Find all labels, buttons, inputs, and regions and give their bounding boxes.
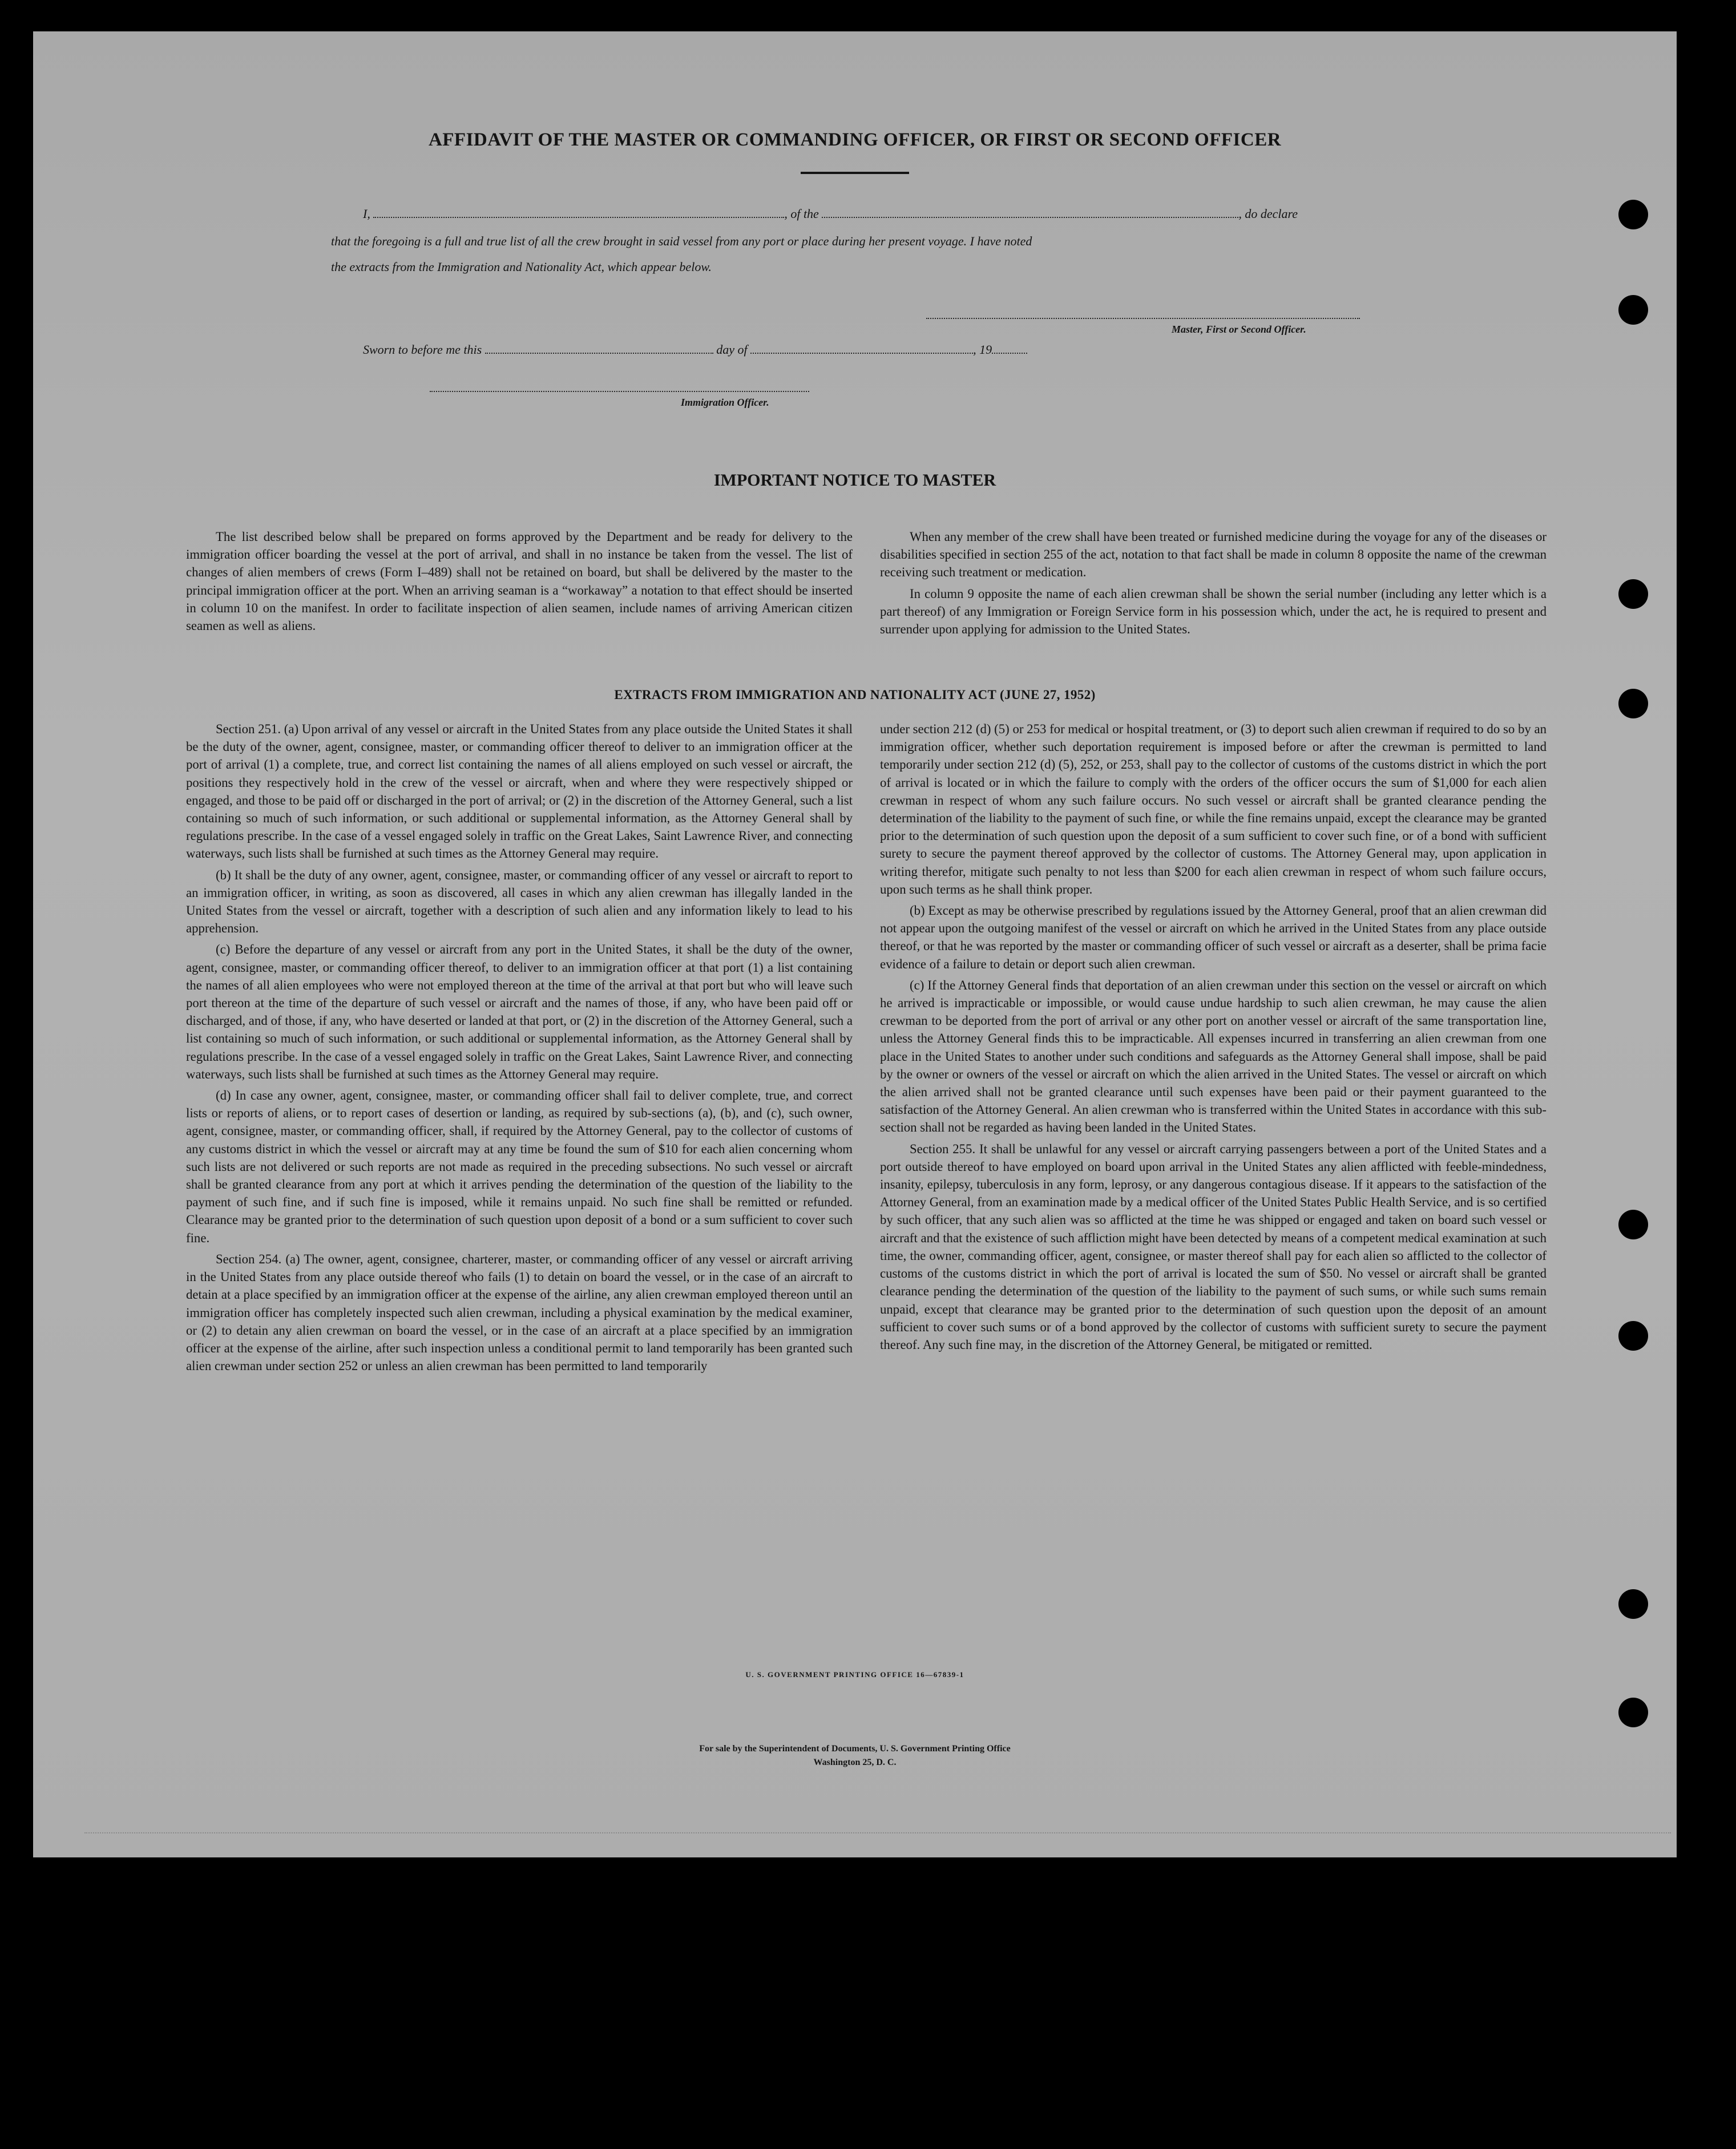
immigration-officer-label: Immigration Officer. <box>681 397 769 408</box>
extracts-title: EXTRACTS FROM IMMIGRATION AND NATIONALITY ACT (JUNE 27, 1952) <box>614 688 1096 702</box>
master-signature-label: Master, First or Second Officer. <box>1172 324 1306 335</box>
punch-hole <box>1618 200 1648 229</box>
extracts-left-column <box>186 720 853 1378</box>
extract-section-254b: (b) Except as may be otherwise prescribed by regulations issued by the Attorney General, proof that an alien crewman did not appear upon the outgoing manifest of the vessel or aircraft on which he arrived in the United States from any place outside thereof, or that he was reported by the master or commanding officer of such vessel or aircraft as a deserter, shall be prima facie evidence of a failure to detain or deport such alien crewman. <box>880 903 1547 971</box>
sworn-text: Sworn to before me this <box>363 342 482 357</box>
extract-section-254a-continued: under section 212 (d) (5) or 253 for medical or hospital treatment, or (3) to deport such alien crewman if required to do so by an immigration officer, whether such deportation requirement is imposed before or after the crewman is permitted to land temporarily under section 212 (d) (5), 252, or 253, shall pay to the collector of customs of the customs district in which the port of arrival is located or in which the failure to comply with the orders of the officer occurs the sum of $1,000 for each alien crewman in respect of whom any such failure occurs. No such vessel or aircraft shall be granted clearance pending the determination of the liability to the payment of such fine, or while the fine remains unpaid, except the clearance may be granted prior to the determination of such question upon the deposit of a sum sufficient to cover such fine, or of a bond with sufficient surety to secure the payment thereof approved by the collector of customs. The Attorney General may, upon application in writing therefor, mitigate such penalty to not less than $200 for each alien crewman in respect of whom such failure occurs, upon such terms as he shall think proper. <box>880 722 1547 896</box>
sale-notice-line-2: Washington 25, D. C. <box>813 1758 897 1767</box>
declaration-line-1 <box>363 207 1298 221</box>
punch-hole <box>1618 579 1648 609</box>
bottom-dotted-rule <box>84 1832 1671 1833</box>
punch-hole <box>1618 1589 1648 1619</box>
sworn-month-field[interactable] <box>750 345 973 354</box>
extract-section-251a: Section 251. (a) Upon arrival of any vessel or aircraft in the United States from any place outside the United States it shall be the duty of the owner, agent, consignee, master, or commanding officer thereof to deliver to an immigration officer at the port of arrival (1) a complete, true, and correct list containing the names of all aliens employed on such vessel or aircraft, the positions they respectively hold in the crew of the vessel or aircraft, when and where they were respectively shipped or engaged, and those to be paid off or discharged in the port of arrival; or (2) in the discretion of the Attorney General, such a list containing so much of such information, or such additional or supplemental information, as the Attorney General shall by regulations prescribe. In the case of a vessel engaged solely in traffic on the Great Lakes, Saint Lawrence River, and connecting waterways, such lists shall be furnished at such times as the Attorney General may require. <box>186 722 853 861</box>
immigration-officer-signature-line[interactable] <box>430 391 809 392</box>
notice-right-column <box>880 528 1547 641</box>
extract-section-254c: (c) If the Attorney General finds that deportation of an alien crewman under this section on the vessel or aircraft on which he arrived is impracticable or impossible, or would cause undue hardship to such alien crewman, he may cause the alien crewman to be deported from the port of arrival or any other port on another vessel or aircraft of the same transportation line, unless the Attorney General finds this to be impracticable. All expenses incurred in transferring an alien crewman from one place in the United States to another under such conditions and safeguards as the Attorney General shall impose, shall be paid by the owner or owners of the vessel or aircraft on which the alien arrived in the United States. The vessel or aircraft on which the alien arrived shall not be granted clearance until such expenses have been paid or their payment guaranteed to the satisfaction of the Attorney General. An alien crewman who is transferred within the United States in accordance with this sub-section shall not be regarded as having been landed in the United States. <box>880 977 1547 1135</box>
punch-hole <box>1618 1698 1648 1727</box>
day-of-text: day of <box>716 342 748 357</box>
notice-left-column <box>186 528 853 638</box>
title-rule <box>801 172 909 174</box>
extract-section-255: Section 255. It shall be unlawful for any vessel or aircraft carrying passengers between a port of the United States and a port outside thereof to have employed on board upon arrival in the United States any alien afflicted with feeble-mindedness, insanity, epilepsy, tuberculosis in any form, leprosy, or any dangerous contagious disease. If it appears to the satisfaction of the Attorney General, from an examination made by a medical officer of the United States Public Health Service, and is so certified by such officer, that any such alien was so afflicted at the time he was shipped or engaged and taken on board such vessel or aircraft and that the existence of such affliction might have been detected by means of a competent medical examination at such time, the owner, commanding officer, agent, consignee, or master thereof shall pay for each alien so afflicted to the collector of customs of the customs district in which the port of arrival is located the sum of $50. No vessel or aircraft shall be granted clearance pending the determination of the question of the liability to the payment of such sums, or while such sums remain unpaid, except that clearance may be granted prior to the determination of such question upon the deposit of an amount sufficient to cover such sums or of a bond approved by the collector of customs with sufficient surety to secure the payment thereof. Any such fine may, in the discretion of the Attorney General, be mitigated or remitted. <box>880 1141 1547 1352</box>
form-page <box>33 31 1677 1857</box>
declaration-line-2: that the foregoing is a full and true list of all the crew brought in said vessel from any port or place during her present voyage. I have noted <box>331 234 1032 248</box>
sworn-day-field[interactable] <box>485 345 713 354</box>
extract-section-254a: Section 254. (a) The owner, agent, consignee, charterer, master, or commanding officer of any vessel or aircraft arriving in the United States from any place outside thereof who fails (1) to detain on board the vessel, or in the case of an aircraft to detain at a place specified by an immigration officer at the expense of the airline, any alien crewman employed thereon until an immigration officer has completely inspected such alien crewman, including a physical examination by the medical examiner, or (2) to detain any alien crewman on board the vessel, or in the case of an aircraft at a place specified by an immigration officer at the expense of the airline, after such inspection unless a conditional permit to land temporarily has been granted such alien crewman under section 252 or unless an alien crewman has been permitted to land temporarily <box>186 1251 853 1374</box>
master-signature-line[interactable] <box>926 318 1360 319</box>
declare-text: , do declare <box>1238 207 1298 221</box>
punch-hole <box>1618 295 1648 325</box>
declaration-line-3: the extracts from the Immigration and Nationality Act, which appear below. <box>331 260 712 274</box>
extract-section-251b: (b) It shall be the duty of any owner, agent, consignee, master, or commanding officer of any vessel or aircraft to report to an immigration officer, in writing, as soon as discovered, all cases in which any alien crewman has illegally landed in the United States from the vessel or aircraft, together with a description of such alien and any information likely to lead to his apprehension. <box>186 867 853 936</box>
notice-right-paragraph-2: In column 9 opposite the name of each alien crewman shall be shown the serial number (including any letter which is a part thereof) of any Immigration or Foreign Service form in his possession which, under the act, he is required to present and surrender upon applying for admission to the United States. <box>880 586 1547 637</box>
declarant-prefix: I, <box>363 207 370 221</box>
vessel-prefix: , of the <box>784 207 819 221</box>
punch-hole <box>1618 1210 1648 1239</box>
sale-notice <box>33 1742 1677 1770</box>
extract-section-251c: (c) Before the departure of any vessel or aircraft from any port in the United States, it shall be the duty of the owner, agent, consignee, master, or commanding officer thereof, to deliver to an immigration officer at that port (1) a list containing the names of all alien employees who were not employed thereon at the time of the arrival at that port but who will leave such port thereon at the time of the departure of such vessel or aircraft and the names of those, if any, who have been paid off or discharged, and of those, if any, who have deserted or landed at that port, or (2) in the discretion of the Attorney General, such a list containing so much of such information, or such additional or supplemental information, as the Attorney General shall by regulations prescribe. In the case of a vessel engaged solely in traffic on the Great Lakes, Saint Lawrence River, and connecting waterways, such lists shall be furnished at such times as the Attorney General may require. <box>186 942 853 1081</box>
sale-notice-line-1: For sale by the Superintendent of Documents, U. S. Government Printing Office <box>699 1744 1011 1754</box>
extract-section-251d: (d) In case any owner, agent, consignee, master, or commanding officer shall fail to deliver complete, true, and correct lists or reports of aliens, or to report cases of desertion or landing, as required by sub-sections (a), (b), and (c), such owner, agent, consignee, master, or commanding officer, shall, if required by the Attorney General, pay to the collector of customs of any customs district in which the vessel or aircraft may at any time be found the sum of $10 for each alien concerning whom such lists are not delivered or such reports are not made as required in the preceding subsections. No such vessel or aircraft shall be granted clearance from any port at which it arrives pending the determination of the question of the liability to the payment of such fine, and if such fine is imposed, while it remains unpaid. No such fine shall be remitted or refunded. Clearance may be granted prior to the determination of such question upon deposit of a bond or a sum sufficient to cover such fine. <box>186 1088 853 1245</box>
printing-office-code: U. S. GOVERNMENT PRINTING OFFICE 16—67839-1 <box>745 1670 964 1679</box>
year-prefix: , 19 <box>973 342 992 357</box>
notice-right-paragraph-1: When any member of the crew shall have been treated or furnished medicine during the voyage for any of the diseases or disabilities specified in section 255 of the act, notation to that fact shall be made in column 8 opposite the name of the crewman receiving such treatment or medication. <box>880 530 1547 580</box>
vessel-name-field[interactable] <box>822 209 1238 218</box>
extracts-right-column <box>880 720 1547 1357</box>
sworn-year-field[interactable] <box>992 345 1027 354</box>
declarant-name-field[interactable] <box>373 209 784 218</box>
notice-title: IMPORTANT NOTICE TO MASTER <box>713 471 996 490</box>
sworn-line <box>363 342 1027 357</box>
affidavit-title: AFFIDAVIT OF THE MASTER OR COMMANDING OFFICER, OR FIRST OR SECOND OFFICER <box>428 130 1282 150</box>
punch-hole <box>1618 1321 1648 1351</box>
notice-left-paragraph: The list described below shall be prepared on forms approved by the Department and be ready for delivery to the immigration officer boarding the vessel at the port of arrival, and shall in no instance be taken from the vessel. The list of changes of alien members of crews (Form I–489) shall not be retained on board, but shall be delivered by the master to the principal immigration officer at the port. When an arriving seaman is a “workaway” a notation to that effect should be inserted in column 10 on the manifest. In order to facilitate inspection of alien seamen, include names of arriving American citizen seamen as well as aliens. <box>186 530 853 633</box>
